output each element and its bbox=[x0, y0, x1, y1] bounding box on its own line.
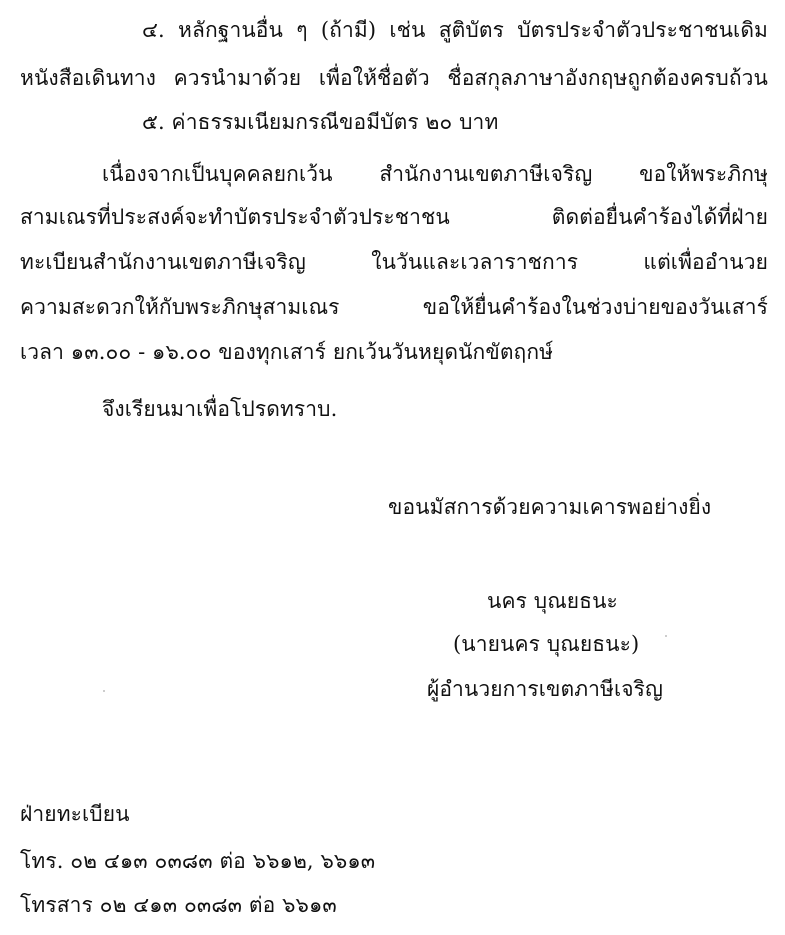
closing-request: จึงเรียนมาเพื่อโปรดทราบ. bbox=[102, 397, 338, 421]
position-title: ผู้อำนวยการเขตภาษีเจริญ bbox=[427, 677, 664, 701]
signature-name: นคร บุณยธนะ bbox=[487, 589, 618, 613]
paragraph-line-2: สามเณรที่ประสงค์จะทำบัตรประจำตัวประชาชน ติดต่อยื่นคำร้องได้ที่ฝ่าย bbox=[20, 205, 768, 229]
department-label: ฝ่ายทะเบียน bbox=[20, 802, 130, 826]
paragraph-line-3: ทะเบียนสำนักงานเขตภาษีเจริญ ในวันและเวลาราชการ แต่เพื่ออำนวย bbox=[20, 250, 768, 274]
scan-speck bbox=[665, 635, 667, 637]
paragraph-line-1: เนื่องจากเป็นบุคคลยกเว้น สำนักงานเขตภาษีเจริญ ขอให้พระภิกษุ bbox=[102, 162, 768, 186]
scan-speck bbox=[103, 690, 105, 692]
item-4-line-1: ๔. หลักฐานอื่น ๆ (ถ้ามี) เช่น สูติบัตร บัตรประจำตัวประชาชนเดิม bbox=[142, 18, 768, 42]
phone-line: โทร. ๐๒ ๔๑๓ ๐๓๘๓ ต่อ ๖๖๑๒, ๖๖๑๓ bbox=[20, 849, 376, 873]
paragraph-line-4: ความสะดวกให้กับพระภิกษุสามเณร ขอให้ยื่นคำร้องในช่วงบ่ายของวันเสาร์ bbox=[20, 295, 768, 319]
fax-line: โทรสาร ๐๒ ๔๑๓ ๐๓๘๓ ต่อ ๖๖๑๓ bbox=[20, 893, 337, 917]
printed-name: (นายนคร บุณยธนะ) bbox=[453, 632, 640, 656]
item-4-line-2: หนังสือเดินทาง ควรนำมาด้วย เพื่อให้ชื่อตัว ชื่อสกุลภาษาอังกฤษถูกต้องครบถ้วน bbox=[20, 66, 768, 90]
salutation: ขอนมัสการด้วยความเคารพอย่างยิ่ง bbox=[388, 495, 712, 519]
paragraph-line-5: เวลา ๑๓.๐๐ - ๑๖.๐๐ ของทุกเสาร์ ยกเว้นวันหยุดนักขัตฤกษ์ bbox=[20, 340, 554, 364]
item-5: ๕. ค่าธรรมเนียมกรณีขอมีบัตร ๒๐ บาท bbox=[142, 110, 499, 134]
